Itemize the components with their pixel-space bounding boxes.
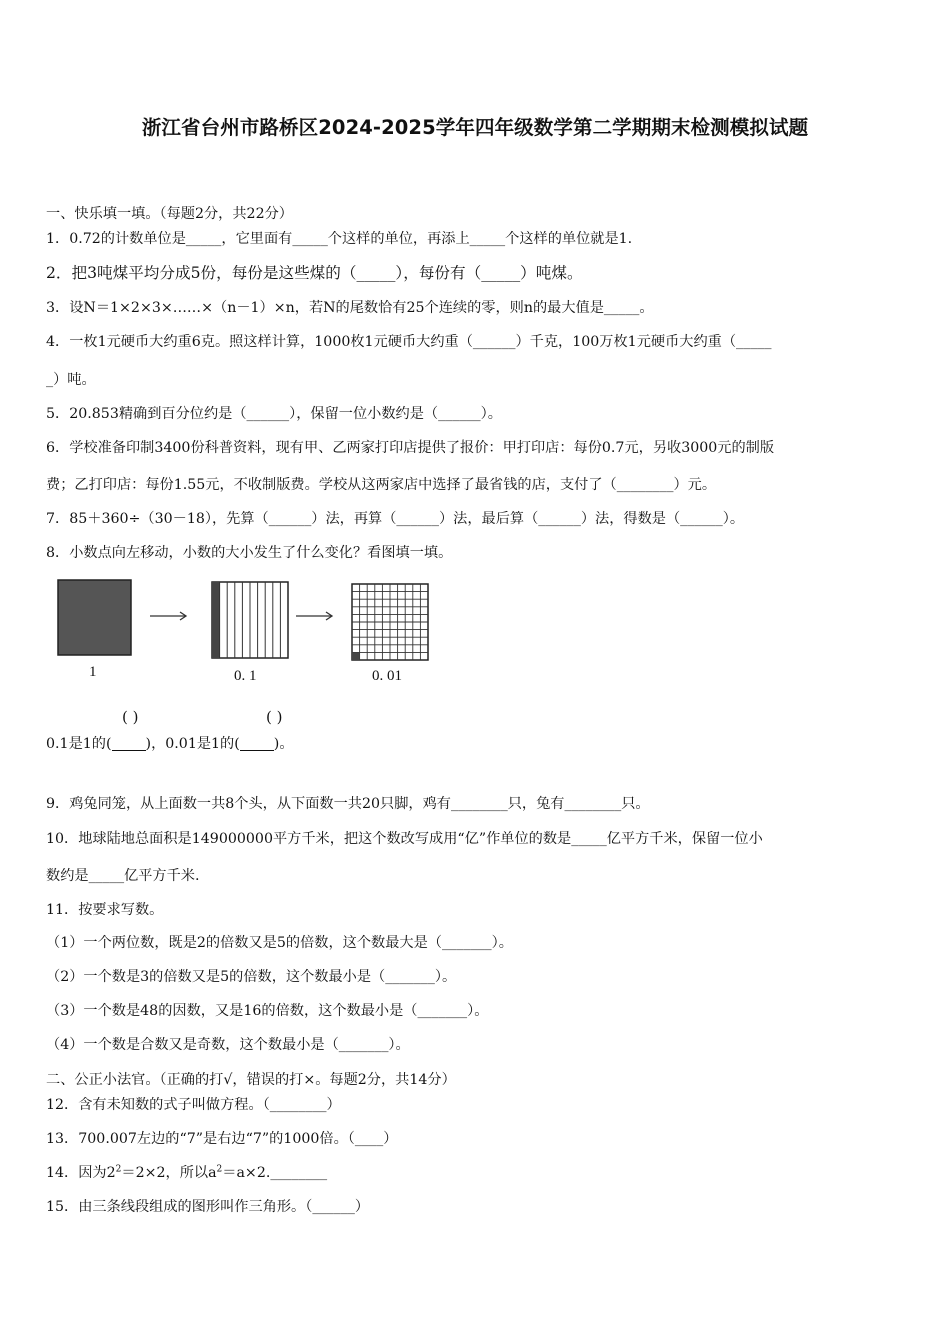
q8-blank-1[interactable] bbox=[112, 736, 146, 751]
question-7: 7．85＋360÷（30－18），先算（______）法，再算（______）法，最后算（______）法，得数是（______）。 bbox=[46, 511, 745, 527]
question-1: 1．0.72的计数单位是_____，它里面有_____个这样的单位，再添上_____个这样的单位就是1. bbox=[46, 231, 633, 247]
label-hundredth: 0. 01 bbox=[372, 668, 402, 684]
question-2: 2．把3吨煤平均分成5份，每份是这些煤的（_____），每份有（_____）吨煤。 bbox=[46, 264, 583, 282]
question-15: 15．由三条线段组成的图形叫作三角形。（______） bbox=[46, 1199, 370, 1215]
decimal-place-value-figure bbox=[46, 570, 446, 695]
question-4-line-1: 4．一枚1元硬币大约重6克。照这样计算，1000枚1元硬币大约重（______）千克，100万枚1元硬币大约重（_____ bbox=[46, 334, 772, 350]
answer-paren-2: ( ) bbox=[266, 708, 283, 726]
question-6-line-2: 费；乙打印店：每份1.55元，不收制版费。学校从这两家店中选择了最省钱的店，支付了（________）元。 bbox=[46, 477, 717, 493]
question-5: 5．20.853精确到百分位约是（______），保留一位小数约是（______）。 bbox=[46, 406, 502, 422]
question-13: 13．700.007左边的“7”是右边“7”的1000倍。（____） bbox=[46, 1131, 398, 1147]
q8-blank-2[interactable] bbox=[240, 736, 274, 751]
question-4-line-2: _）吨。 bbox=[46, 372, 96, 388]
question-11: 11．按要求写数。 bbox=[46, 902, 164, 918]
question-10-line-1: 10．地球陆地总面积是149000000平方千米，把这个数改写成用“亿”作单位的数是_____亿平方千米，保留一位小 bbox=[46, 831, 763, 847]
question-3: 3．设N＝1×2×3×……×（n－1）×n，若N的尾数恰有25个连续的零，则n的最大值是_____。 bbox=[46, 300, 654, 316]
question-14: 14．因为$2^2=2\times 2$，所以$a^2=a\times 2.\_\_\_\_\_\_\_\_$ bbox=[46, 1164, 328, 1181]
tenths-square bbox=[212, 582, 288, 658]
question-8: 8．小数点向左移动，小数的大小发生了什么变化？看图填一填。 bbox=[46, 545, 453, 561]
q8-answer-part-2: ，0.01是1的 bbox=[151, 736, 235, 752]
q8-answer-part-1: 0.1是1的 bbox=[46, 736, 106, 752]
section-1-heading: 一、快乐填一填。（每题2分，共22分） bbox=[46, 206, 293, 222]
label-one: 1 bbox=[89, 664, 97, 680]
question-8-answer: 0.1是1的( )，0.01是1的( )。 bbox=[46, 736, 294, 752]
question-6-line-1: 6．学校准备印制3400份科普资料，现有甲、乙两家打印店提供了报价：甲打印店：每份0.7元，另收3000元的制版 bbox=[46, 440, 775, 456]
question-10-line-2: 数约是_____亿平方千米. bbox=[46, 868, 200, 884]
question-9: 9．鸡兔同笼，从上面数一共8个头，从下面数一共20只脚，鸡有________只，兔有________只。 bbox=[46, 796, 650, 812]
whole-square bbox=[58, 580, 131, 655]
arrow-1 bbox=[150, 612, 186, 620]
section-2-heading: 二、公正小法官。（正确的打√，错误的打×。每题2分，共14分） bbox=[46, 1072, 456, 1088]
hundredths-square bbox=[352, 584, 428, 660]
question-11-part-4: （4）一个数是合数又是奇数，这个数最小是（_______）。 bbox=[46, 1037, 410, 1053]
question-11-part-3: （3）一个数是48的因数，又是16的倍数，这个数最小是（_______）。 bbox=[46, 1003, 489, 1019]
page-title: 浙江省台州市路桥区2024-2025学年四年级数学第二学期期末检测模拟试题 bbox=[141, 116, 809, 139]
question-11-part-1: （1）一个两位数，既是2的倍数又是5的倍数，这个数最大是（_______）。 bbox=[46, 935, 513, 951]
question-11-part-2: （2）一个数是3的倍数又是5的倍数，这个数最小是（_______）。 bbox=[46, 969, 457, 985]
label-tenth: 0. 1 bbox=[234, 668, 257, 684]
question-12: 12．含有未知数的式子叫做方程。（________） bbox=[46, 1097, 341, 1113]
answer-paren-1: ( ) bbox=[122, 708, 139, 726]
arrow-2 bbox=[296, 612, 332, 620]
